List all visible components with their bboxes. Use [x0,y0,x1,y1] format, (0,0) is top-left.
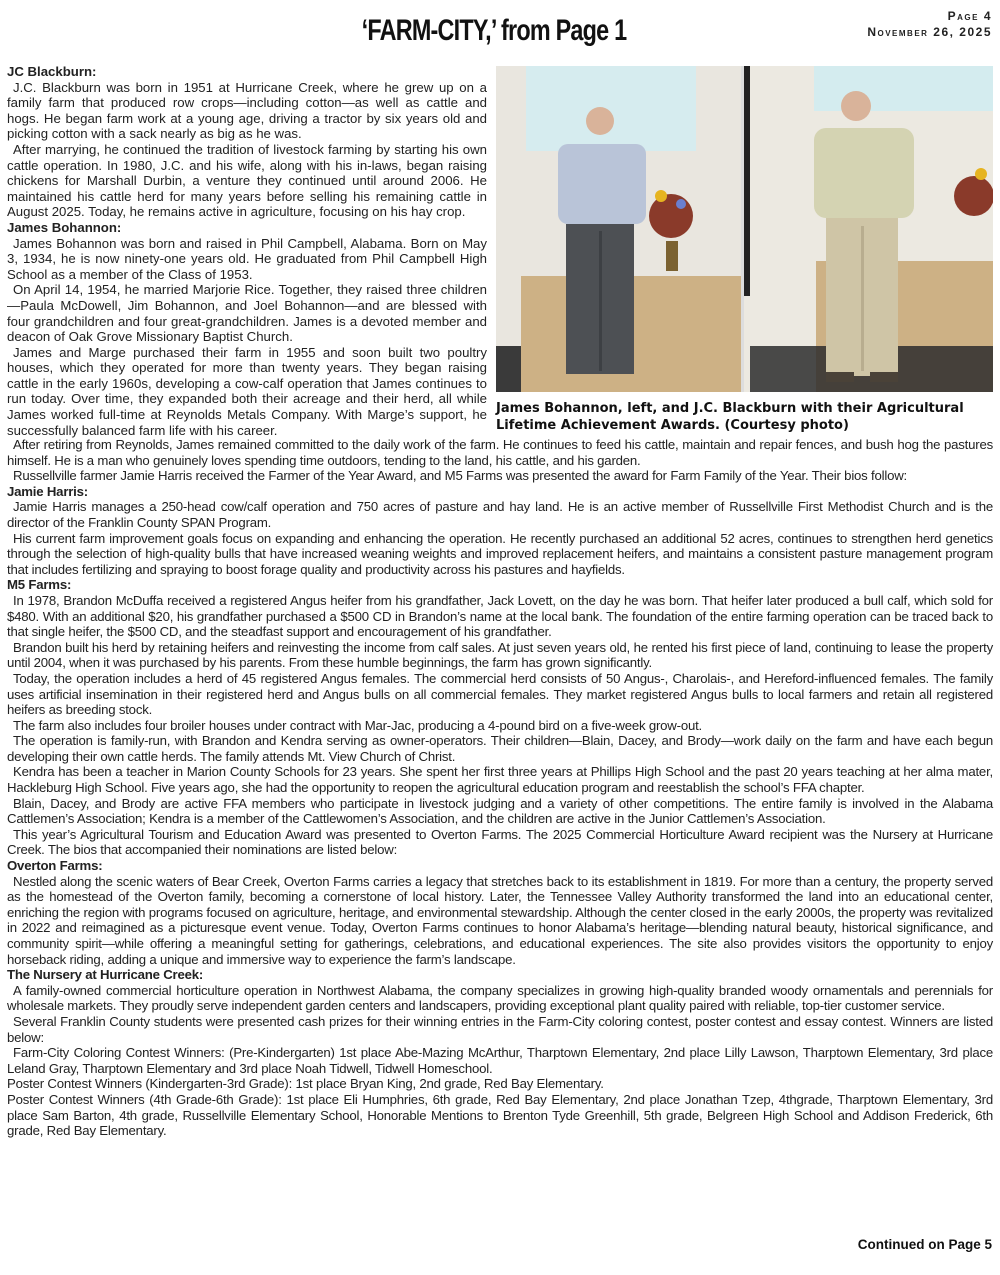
article-paragraph: Brandon built his herd by retaining heifers and reinvesting the income from calf sales. At just seven years old, he rented his first piece of land, continuing to lease the property until 2004, when it was purchased by his parents. From these humble beginnings, the farm has grown significantly. [7,639,993,671]
bio-heading: JC Blackburn: [7,64,97,79]
full-width-body [7,437,993,1139]
article-paragraph: Russellville farmer Jamie Harris received the Farmer of the Year Award, and M5 Farms was presented the award for Farm Family of the Year. Their bios follow: [13,468,908,484]
article-paragraph: Farm-City Coloring Contest Winners: (Pre-Kindergarten) 1st place Abe-Mazing McArthur, Tharptown Elementary, 2nd place Lilly Lawson, Tharptown Elementary, 3rd place Leland Gray, Tharptown Elementary and 3rd place Noah Tidwell, Tidwell Homeschool. [7,1045,993,1076]
article-paragraph: A family-owned commercial horticulture operation in Northwest Alabama, the company specializes in growing high-quality branded woody ornamentals and perennials for wholesale markets. They proudly serve independent garden centers and landscapers, providing exceptional plant quality paired with reliable, top-tier customer service. [7,982,993,1014]
article-paragraph: Jamie Harris manages a 250-head cow/calf operation and 750 acres of pasture and hay land. He is an active member of Russellville First Methodist Church and is the director of the Franklin County SPAN Program. [7,499,993,530]
article-paragraph: In 1978, Brandon McDuffa received a registered Angus heifer from his grandfather, Jack Lovett, on the day he was born. That heifer later produced a bull calf, which sold for $480. With an additional $20, his grandfather purchased a $500 CD in Brandon’s name at the local bank. The foundation of the entire farming operation can be traced back to that single heifer, the $500 CD, and the steadfast support and encouragement of his grandfather. [7,592,993,640]
page-info [867,8,992,40]
article-paragraph: Nestled along the scenic waters of Bear Creek, Overton Farms carries a legacy that stretches back to its establishment in 1819. For more than a century, the property served as the homestead of the Overton family, becoming a cornerstone of local history. Later, the Tennessee Valley Authority transformed the land into an educational center, enriching the region with programs focused on agriculture, heritage, and environmental stewardship. Although the center closed in the early 2000s, the property was revitalized in 2022 and reimagined as a picturesque event venue. Today, Overton Farms continues to honor Alabama’s heritage—blending natural beauty, historical significance, and community spirit—while offering a meaningful setting for gatherings, celebrations, and educational experiences. The site also provides visitors the opportunity to enjoy horseback riding, adding a unique and immersive way to experience the farm’s landscape. [7,873,993,967]
article-paragraph: On April 14, 1954, he married Marjorie Rice. Together, they raised three children—Paula McDowell, Jim Bohannon, and Joel Bohannon—and are blessed with four grandchildren and four great-grandchildren. James is a devoted member and deacon of Oak Grove Missionary Baptist Church. [7,282,487,345]
article-paragraph: After marrying, he continued the tradition of livestock farming by starting his own cattle operation. In 1980, J.C. and his wife, along with his in-laws, began raising chickens for Marshall Durbin, a venture they continued until around 2006. He maintained his cattle herd for many years before selling his remaining cattle in August 2025. Today, he remains active in agriculture, focusing on his hay crop. [7,141,487,220]
bio-heading: James Bohannon: [7,219,122,235]
article-paragraph: Today, the operation includes a herd of 45 registered Angus females. The commercial herd consists of 50 Angus-, Charolais-, and Hereford-influenced females. The family uses artificial insemination in their registered herd and Angus bulls on all commercial females. They market registered Angus bulls to local farmers and retain all registered heifers as breeding stock. [7,670,993,718]
continued-notice: Continued on Page 5 [857,1237,992,1252]
contest-winners: Poster Contest Winners (Kindergarten-3rd Grade): 1st place Bryan King, 2nd grade, Red Bay Elementary. [7,1076,604,1092]
left-column [7,64,487,438]
headline: ‘FARM-CITY,’ from Page 1 [361,14,627,47]
article-paragraph: Several Franklin County students were presented cash prizes for their winning entries in the Farm-City coloring contest, poster contest and essay contest. Winners are listed below: [7,1013,993,1045]
article-paragraph: J.C. Blackburn was born in 1951 at Hurricane Creek, where he grew up on a family farm that produced row crops—including cotton—as well as cattle and hogs. He began farm work at a young age, driving a tractor by six years old and picking cotton with a sack nearly as big as he was. [7,79,487,142]
photo-left [496,66,741,392]
photo-illustration [496,66,993,392]
article-paragraph: His current farm improvement goals focus on expanding and enhancing the operation. He recently purchased an additional 52 acres, continues to strengthen herd genetics through the selection of high-quality bulls that have increased weaning weights and improved replacement heifers, and maintains a consistent pasture management program that includes fertilizing and spraying to boost forage quality and productivity across his pastures and hayfields. [7,530,993,577]
article-paragraph: The farm also includes four broiler houses under contract with Mar-Jac, producing a 4-pound bird on a five-week grow-out. [13,717,703,733]
article-paragraph: Kendra has been a teacher in Marion County Schools for 23 years. She spent her first three years at Phillips High School and the past 20 years teaching at her alma mater, Hackleburg High School. Five years ago, she had the opportunity to reopen the agricultural education program and reestablish the school’s FFA chapter. [7,764,993,796]
award-photo [496,66,993,392]
bio-heading: Overton Farms: [7,858,103,874]
article-paragraph: James Bohannon was born and raised in Phil Campbell, Alabama. Born on May 3, 1934, he is now ninety-one years old. He graduated from Phil Campbell High School as a member of the Class of 1953. [7,235,487,282]
article-paragraph: After retiring from Reynolds, James remained committed to the daily work of the farm. He continues to feed his cattle, maintain and repair fences, and bush hog the pastures himself. He is a man who genuinely loves spending time outdoors, tending to the land, his cattle, and his garden. [7,437,993,468]
bio-heading: The Nursery at Hurricane Creek: [7,967,204,983]
article-paragraph: Blain, Dacey, and Brody are active FFA members who participate in livestock judging and a variety of other competitions. The entire family is involved in the Alabama Cattlemen’s Association; Kendra is a member of the Cattlewomen’s Association, and the children are active in the Junior Cattlemen’s Association. [7,795,993,827]
page-number: Page 4 [947,9,992,23]
bio-heading: Jamie Harris: [7,483,88,499]
photo-right [744,66,993,392]
article-paragraph: This year’s Agricultural Tourism and Education Award was presented to Overton Farms. The 2025 Commercial Horticulture Award recipient was the Nursery at Hurricane Creek. The bios that accompanied their nominations are listed below: [7,826,993,858]
photo-caption: James Bohannon, left, and J.C. Blackburn with their Agricultural Lifetime Achievement Awards. (Courtesy photo) [496,401,964,433]
issue-date: November 26, 2025 [867,25,992,39]
bio-heading: M5 Farms: [7,577,72,593]
contest-winners: Poster Contest Winners (4th Grade-6th Grade): 1st place Eli Humphries, 6th grade, Red Bay Elementary, 2nd place Jonathan Tzep, 4thgrade, Tharptown Elementary, 3rd place Sam Barton, 4th grade, Russellville Elementary School, Honorable Mentions to Brenton Tyde Greenhill, 5th grade, Belgreen High School and Addison Frederick, 6th grade, Red Bay Elementary. [7,1091,993,1139]
article-paragraph: The operation is family-run, with Brandon and Kendra serving as owner-operators. Their children—Blain, Dacey, and Brody—work daily on the farm and have each begun developing their own cattle herds. The family attends Mt. View Church of Christ. [7,733,993,764]
article-paragraph: James and Marge purchased their farm in 1955 and soon built two poultry houses, which they operated for more than twenty years. They began raising cattle in the early 1960s, developing a cow-calf operation that James continues to run today. Over time, they expanded both their acreage and their herd, all while James worked full-time at Reynolds Metals Company. With Marge’s support, he successfully balanced farm life with his career. [7,344,487,438]
